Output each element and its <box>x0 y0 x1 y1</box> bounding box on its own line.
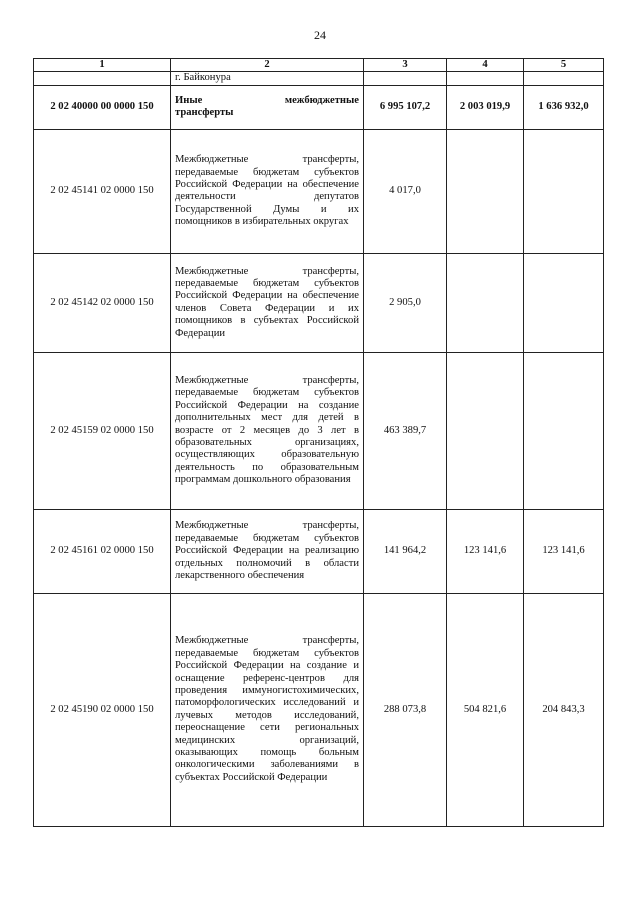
table-row <box>34 509 604 593</box>
row-name: Межбюджетные трансферты, передаваемые бюджетам субъектов Российской Федерации на реализацию отдельных полномочий в области лекарственного обеспечения <box>171 509 364 593</box>
continuation-code-cell <box>34 72 171 85</box>
row-value-3: 288 073,8 <box>364 593 447 826</box>
table-row <box>34 253 604 352</box>
row-value-3: 4 017,0 <box>364 129 447 253</box>
continuation-cell-5 <box>524 72 604 85</box>
continuation-row <box>34 72 604 85</box>
continuation-cell-4 <box>447 72 524 85</box>
row-code: 2 02 45159 02 0000 150 <box>34 352 171 509</box>
table-row <box>34 129 604 253</box>
row-name-part: Иные <box>175 94 203 106</box>
row-code: 2 02 45141 02 0000 150 <box>34 129 171 253</box>
header-col-2: 2 <box>171 59 364 72</box>
row-code: 2 02 45161 02 0000 150 <box>34 509 171 593</box>
budget-table <box>33 58 604 827</box>
row-value-4 <box>447 352 524 509</box>
row-name <box>171 85 364 129</box>
row-name-part: трансферты <box>175 107 234 119</box>
row-name: Межбюджетные трансферты, передаваемые бюджетам субъектов Российской Федерации на создание дополнительных мест для детей в возрасте от 2 месяцев до 3 лет в образовательных организациях, осуществляющих образовательную деятельность по образовательным программам дошкольного образования <box>171 352 364 509</box>
row-value-4 <box>447 129 524 253</box>
row-value-3: 141 964,2 <box>364 509 447 593</box>
header-col-3: 3 <box>364 59 447 72</box>
row-code: 2 02 45142 02 0000 150 <box>34 253 171 352</box>
continuation-cell-3 <box>364 72 447 85</box>
header-row <box>34 59 604 72</box>
row-value-5: 123 141,6 <box>524 509 604 593</box>
table-row <box>34 85 604 129</box>
row-name: Межбюджетные трансферты, передаваемые бюджетам субъектов Российской Федерации на создание и оснащение референс-центров для проведения иммуногистохимических, патоморфологических исследований и лучевых методов исследований, переоснащение сети региональных медицинских организаций, оказывающих помощь больным онкологическими заболеваниями в субъектах Российской Федерации <box>171 593 364 826</box>
row-value-3: 2 905,0 <box>364 253 447 352</box>
header-col-1: 1 <box>34 59 171 72</box>
page-number: 24 <box>314 28 326 42</box>
row-value-5 <box>524 352 604 509</box>
row-value-4: 504 821,6 <box>447 593 524 826</box>
row-value-3: 6 995 107,2 <box>364 85 447 129</box>
row-value-4: 123 141,6 <box>447 509 524 593</box>
continuation-text: г. Байконура <box>171 72 364 85</box>
row-name: Межбюджетные трансферты, передаваемые бюджетам субъектов Российской Федерации на обеспечение деятельности депутатов Государственной Думы и их помощников в избирательных округах <box>171 129 364 253</box>
row-value-5 <box>524 129 604 253</box>
row-value-4 <box>447 253 524 352</box>
row-value-5: 1 636 932,0 <box>524 85 604 129</box>
row-value-5 <box>524 253 604 352</box>
header-col-5: 5 <box>524 59 604 72</box>
row-name: Межбюджетные трансферты, передаваемые бюджетам субъектов Российской Федерации на обеспечение членов Совета Федерации и их помощников в субъектах Российской Федерации <box>171 253 364 352</box>
row-value-3: 463 389,7 <box>364 352 447 509</box>
row-code: 2 02 40000 00 0000 150 <box>34 85 171 129</box>
row-code: 2 02 45190 02 0000 150 <box>34 593 171 826</box>
row-value-5: 204 843,3 <box>524 593 604 826</box>
table-row <box>34 593 604 826</box>
row-value-4: 2 003 019,9 <box>447 85 524 129</box>
header-col-4: 4 <box>447 59 524 72</box>
table-row <box>34 352 604 509</box>
row-name-part: межбюджетные <box>284 94 359 106</box>
